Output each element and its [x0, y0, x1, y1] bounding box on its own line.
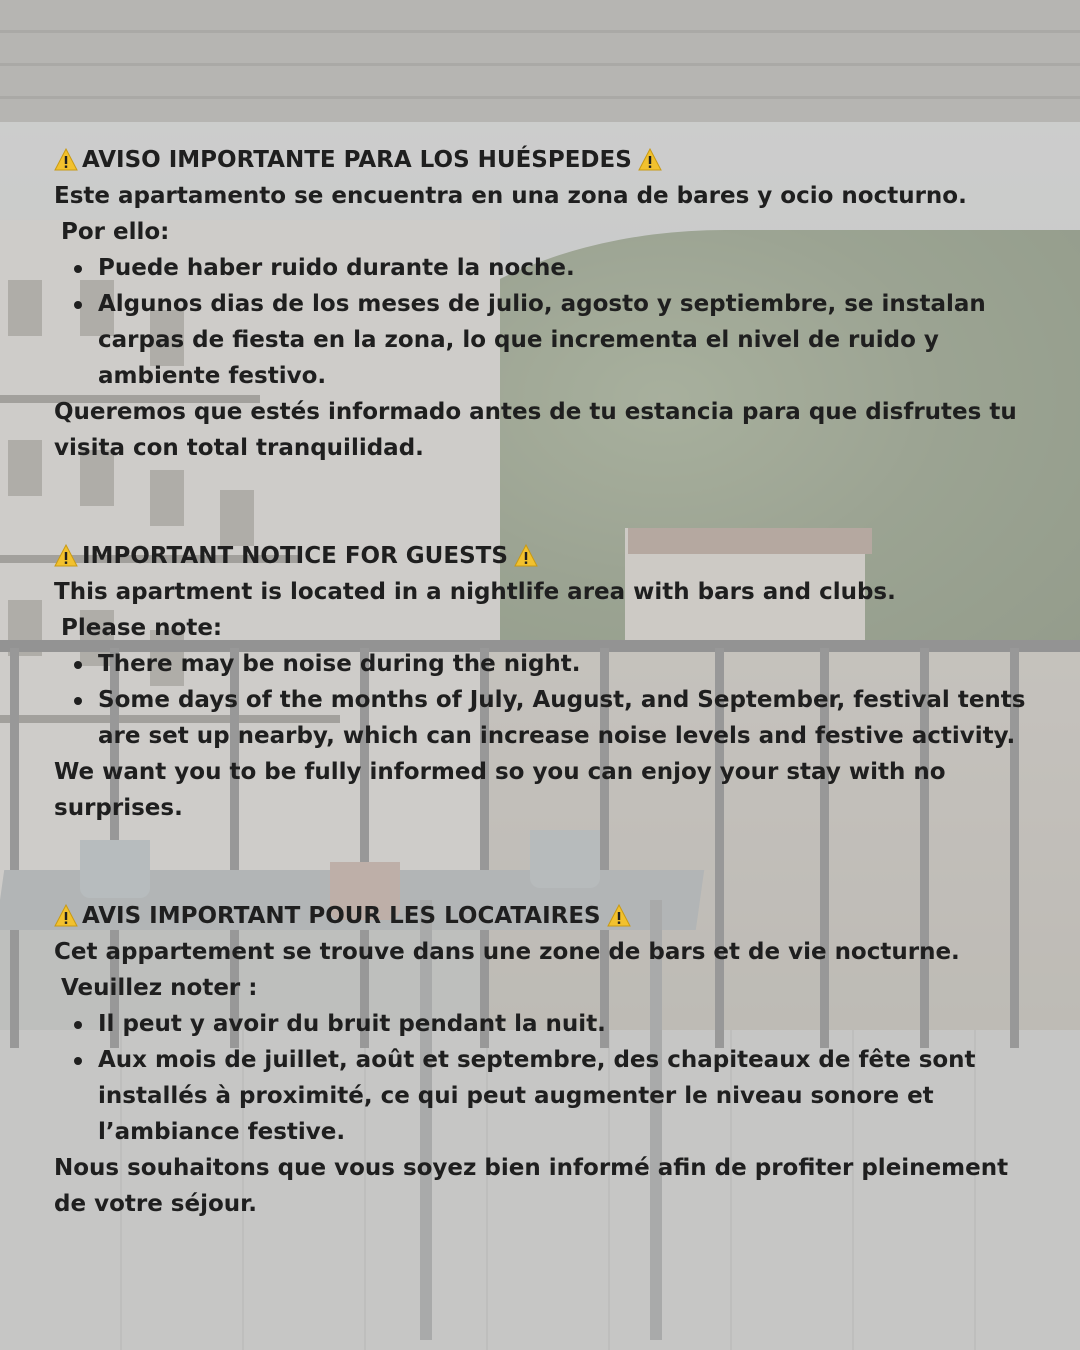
notice-heading	[54, 142, 1034, 178]
heading-text: AVISO IMPORTANTE PARA LOS HUÉSPEDES	[82, 147, 632, 173]
notice-intro: This apartment is located in a nightlife area with bars and clubs.	[54, 579, 896, 605]
notice-bullets	[54, 1006, 1034, 1150]
notice-lead: Veuillez noter :	[61, 975, 258, 1001]
warning-icon	[54, 904, 78, 928]
notice-spanish	[54, 142, 1034, 466]
warning-icon	[607, 904, 631, 928]
warning-icon	[638, 148, 662, 172]
notice-french	[54, 898, 1034, 1222]
list-item: Il peut y avoir du bruit pendant la nuit.	[54, 1006, 1034, 1042]
notice-closing: Nous souhaitons que vous soyez bien informé afin de profiter pleinement de votre séjour.	[54, 1155, 1017, 1217]
list-item: Algunos dias de los meses de julio, agosto y septiembre, se instalan carpas de fiesta en la zona, lo que incrementa el nivel de ruido y ambiente festivo.	[54, 286, 1034, 394]
list-item: Some days of the months of July, August, and September, festival tents are set up nearby, which can increase noise levels and festive activity.	[54, 682, 1034, 754]
notice-lead: Please note:	[61, 615, 223, 641]
warning-icon	[54, 148, 78, 172]
warning-icon	[514, 544, 538, 568]
list-item: There may be noise during the night.	[54, 646, 1034, 682]
notice-english	[54, 538, 1034, 826]
notice-bullets	[54, 646, 1034, 754]
notice-heading	[54, 898, 1034, 934]
notices	[54, 142, 1034, 1222]
warning-icon	[54, 544, 78, 568]
heading-text: AVIS IMPORTANT POUR LES LOCATAIRES	[82, 903, 601, 929]
heading-text: IMPORTANT NOTICE FOR GUESTS	[82, 543, 508, 569]
notice-lead: Por ello:	[61, 219, 170, 245]
notice-intro: Cet appartement se trouve dans une zone de bars et de vie nocturne.	[54, 939, 960, 965]
notice-closing: We want you to be fully informed so you can enjoy your stay with no surprises.	[54, 759, 954, 821]
notice-heading	[54, 538, 1034, 574]
notice-bullets	[54, 250, 1034, 394]
list-item: Aux mois de juillet, août et septembre, des chapiteaux de fête sont installés à proximité, ce qui peut augmenter le niveau sonore et l’ambiance festive.	[54, 1042, 1034, 1150]
notice-closing: Queremos que estés informado antes de tu estancia para que disfrutes tu visita con total tranquilidad.	[54, 399, 1025, 461]
list-item: Puede haber ruido durante la noche.	[54, 250, 1034, 286]
notice-intro: Este apartamento se encuentra en una zona de bares y ocio nocturno.	[54, 183, 967, 209]
